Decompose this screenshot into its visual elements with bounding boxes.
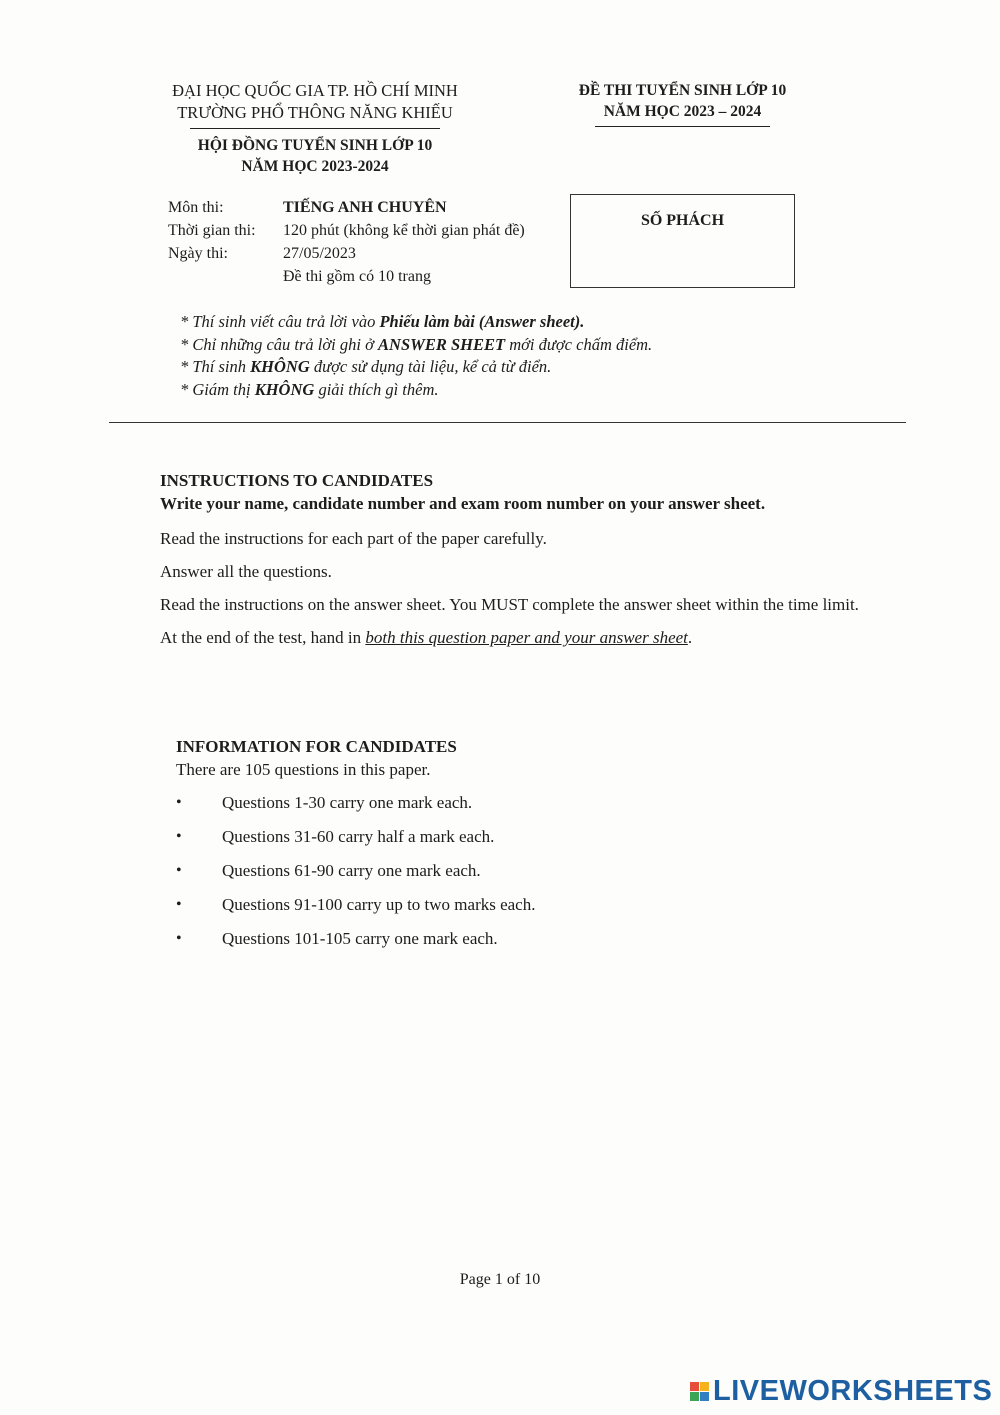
header-right: [555, 80, 810, 127]
page-number: Page 1 of 10: [459, 1271, 541, 1288]
instruction-emphasis: both this question paper and your answer sheet: [365, 628, 688, 647]
exam-title: ĐỀ THI TUYỂN SINH LỚP 10: [578, 82, 787, 99]
instruction-line: At the end of the test, hand in both this question paper and your answer sheet.: [160, 628, 693, 647]
list-item: • Questions 1-30 carry one mark each.: [176, 793, 473, 812]
note-2: * Chỉ những câu trả lời ghi ở ANSWER SHEET mới được chấm điểm.: [180, 334, 653, 354]
watermark-text: LIVEWORKSHEETS: [713, 1374, 993, 1407]
note-3: * Thí sinh KHÔNG được sử dụng tài liệu, kể cả từ điển.: [180, 357, 552, 376]
exam-info: [168, 196, 525, 288]
time-label: Thời gian thi:: [168, 222, 256, 239]
exam-year: NĂM HỌC 2023 – 2024: [603, 103, 762, 120]
note-4-emphasis: KHÔNG: [254, 379, 315, 399]
bullet-icon: •: [176, 896, 182, 913]
date-row: [168, 242, 525, 265]
information-section: [176, 736, 816, 956]
time-value: 120 phút (không kể thời gian phát đề): [283, 222, 525, 239]
bullet-icon: •: [176, 930, 182, 947]
date-value: 27/05/2023: [283, 245, 356, 262]
logo-square: [690, 1382, 699, 1391]
instructions-title: INSTRUCTIONS TO CANDIDATES: [160, 471, 434, 490]
instruction-line: Answer all the questions.: [160, 562, 332, 581]
school-name: TRƯỜNG PHỔ THÔNG NĂNG KHIẾU: [177, 103, 453, 122]
instructions-section: [160, 470, 880, 654]
instructions-subtitle: Write your name, candidate number and exam room number on your answer sheet.: [160, 494, 766, 513]
time-row: [168, 219, 525, 242]
council-name: HỘI ĐỒNG TUYỂN SINH LỚP 10: [197, 137, 433, 154]
list-item: • Questions 91-100 carry up to two marks each.: [176, 895, 536, 914]
header-left: [130, 80, 500, 177]
pages-note: Đề thi gồm có 10 trang: [283, 268, 431, 285]
section-divider: [109, 422, 906, 423]
header-right-rule: [595, 126, 770, 127]
bullet-icon: •: [176, 862, 182, 879]
note-1: * Thí sinh viết câu trả lời vào Phiếu làm bài (Answer sheet).: [180, 312, 585, 331]
logo-square: [700, 1392, 709, 1401]
exam-notes: [180, 311, 652, 401]
pages-row: [168, 265, 525, 288]
note-3-emphasis: KHÔNG: [250, 357, 310, 376]
note-4: * Giám thị KHÔNG giải thích gì thêm.: [180, 379, 439, 399]
subject-row: [168, 196, 525, 219]
header-left-rule: [190, 128, 440, 129]
council-year: NĂM HỌC 2023-2024: [241, 158, 389, 175]
list-item: • Questions 31-60 carry half a mark each.: [176, 827, 495, 846]
note-2-emphasis: ANSWER SHEET: [378, 334, 506, 354]
so-phach-box: [570, 194, 795, 288]
university-name: ĐẠI HỌC QUỐC GIA TP. HỒ CHÍ MINH: [172, 81, 458, 100]
logo-square: [690, 1392, 699, 1401]
liveworksheets-watermark: [690, 1374, 992, 1408]
instruction-line: Read the instructions on the answer sheet. You MUST complete the answer sheet within the time limit.: [160, 595, 859, 614]
bullet-icon: •: [176, 794, 182, 811]
note-1-emphasis: Phiếu làm bài (Answer sheet).: [379, 312, 585, 331]
logo-square: [700, 1382, 709, 1391]
instruction-line: Read the instructions for each part of the paper carefully.: [160, 529, 547, 548]
so-phach-label: SỐ PHÁCH: [640, 212, 725, 229]
bullet-icon: •: [176, 828, 182, 845]
subject-value: TIẾNG ANH CHUYÊN: [283, 199, 447, 216]
list-item: • Questions 101-105 carry one mark each.: [176, 929, 498, 948]
marks-list: [176, 786, 816, 956]
subject-label: Môn thi:: [168, 199, 224, 216]
date-label: Ngày thi:: [168, 245, 228, 262]
information-title: INFORMATION FOR CANDIDATES: [176, 737, 457, 756]
information-intro: There are 105 questions in this paper.: [176, 760, 431, 779]
list-item: • Questions 61-90 carry one mark each.: [176, 861, 481, 880]
liveworksheets-logo-icon: [690, 1382, 709, 1401]
